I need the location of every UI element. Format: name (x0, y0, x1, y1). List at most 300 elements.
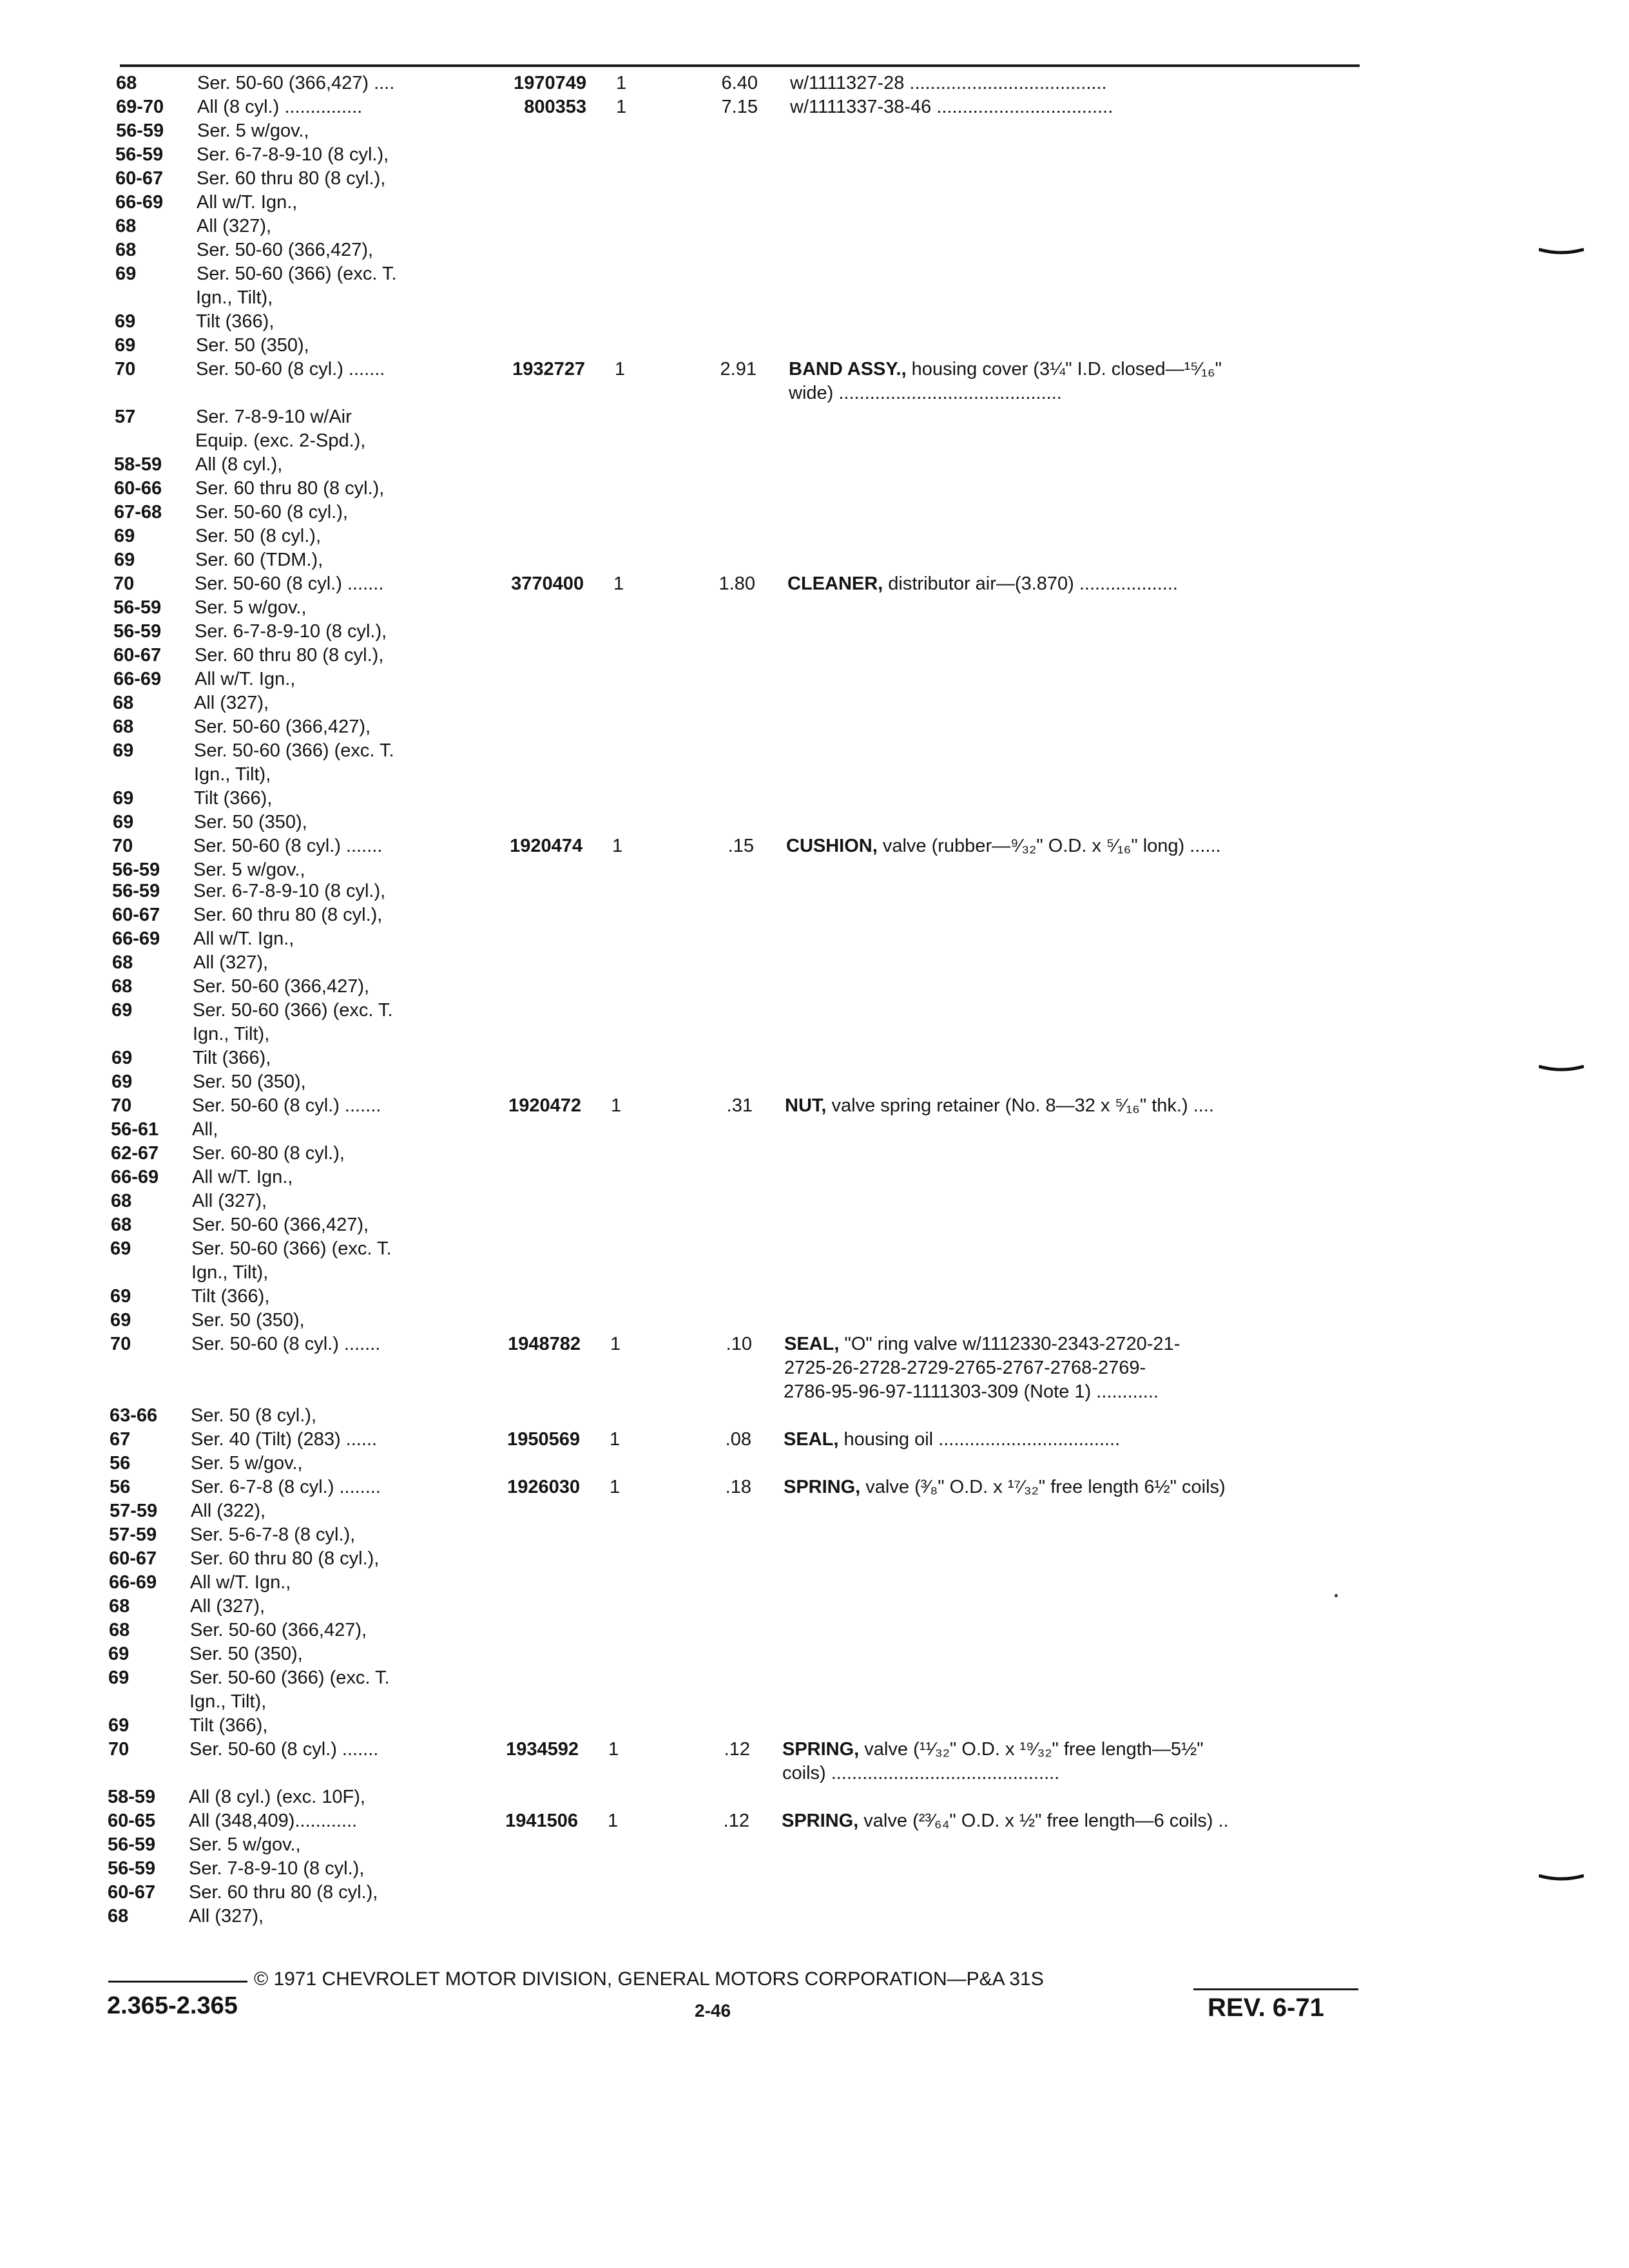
table-row (0, 1761, 1629, 1785)
description-text: "O" ring valve w/1112330-2343-2720-21- (839, 1334, 1181, 1354)
application-text: Ser. 60 thru 80 (8 cyl.), (195, 645, 384, 666)
application-text: All (327), (194, 693, 269, 713)
application-text: Ser. 60 thru 80 (8 cyl.), (190, 1548, 380, 1569)
application-text: Ser. 40 (Tilt) (283) ...... (191, 1429, 378, 1450)
list-price: .12 (723, 1811, 749, 1831)
list-price: 7.15 (721, 97, 758, 117)
model-year: 69 (108, 1667, 130, 1688)
application-text: Ser. 6-7-8-9-10 (8 cyl.), (195, 621, 387, 642)
model-year: 56-61 (111, 1119, 159, 1140)
part-number: 800353 (524, 97, 586, 117)
table-row (0, 1499, 1629, 1523)
table-row (0, 1523, 1629, 1547)
table-row (0, 357, 1629, 381)
table-row (0, 1594, 1629, 1619)
application-text: Ser. 6-7-8-9-10 (8 cyl.), (193, 881, 386, 901)
part-description (789, 357, 1356, 381)
quantity: 1 (616, 97, 627, 117)
part-number: 1970749 (514, 73, 586, 93)
part-description (782, 1761, 1349, 1785)
application-text: Ser. 6-7-8 (8 cyl.) ........ (191, 1477, 381, 1497)
application-text: All (327), (190, 1596, 265, 1617)
application-text: Ser. 50-60 (366,427), (194, 716, 371, 737)
table-row (0, 1093, 1629, 1118)
application-text: Ser. 50-60 (366) (exc. T. (193, 1000, 393, 1021)
table-row (0, 1689, 1629, 1714)
model-year: 62-67 (111, 1143, 159, 1164)
model-year: 70 (113, 573, 135, 594)
model-year: 66-69 (111, 1167, 159, 1187)
application-text: Ser. 50-60 (8 cyl.), (195, 502, 348, 523)
model-year: 56-59 (116, 120, 164, 141)
table-row (0, 95, 1629, 119)
model-year: 58-59 (114, 454, 162, 475)
list-price: 6.40 (721, 73, 758, 93)
footer-rule-left (108, 1981, 247, 1983)
application-text: Ign., Tilt), (196, 287, 273, 308)
part-description (785, 1093, 1352, 1118)
quantity: 1 (616, 73, 627, 93)
table-row (0, 974, 1629, 999)
application-text: Ser. 50-60 (8 cyl.) ....... (193, 836, 383, 856)
application-text: Ser. 50-60 (366) (exc. T. (189, 1667, 390, 1688)
application-text: Ser. 50 (8 cyl.), (195, 526, 322, 546)
application-text: Ser. 50-60 (366) (exc. T. (194, 740, 394, 761)
part-description (787, 572, 1354, 596)
application-text: Ser. 50-60 (366,427), (193, 976, 370, 997)
table-row (0, 691, 1629, 715)
description-text: housing oil ................................... (838, 1429, 1121, 1450)
table-row (0, 1070, 1629, 1094)
model-year: 69 (113, 812, 134, 832)
application-text: All (327), (192, 1191, 267, 1211)
description-text: 2786-95-96-97-1111303-309 (Note 1) ............ (784, 1381, 1159, 1402)
application-text: Ser. 50-60 (8 cyl.) ....... (196, 359, 385, 380)
model-year: 56-59 (108, 1834, 156, 1855)
model-year: 60-67 (115, 168, 164, 189)
application-text: Ser. 60 thru 80 (8 cyl.), (197, 168, 386, 189)
quantity: 1 (615, 359, 626, 380)
application-text: Ign., Tilt), (189, 1691, 267, 1712)
table-row (0, 1546, 1629, 1571)
model-year: 69 (113, 740, 134, 761)
application-text: Ser. 50-60 (8 cyl.) ....... (195, 573, 384, 594)
page-number: 2-46 (695, 2001, 731, 2021)
part-number: 1941506 (505, 1811, 578, 1831)
application-text: Ser. 60 (TDM.), (195, 550, 323, 570)
table-row (0, 1403, 1629, 1428)
table-row (0, 1737, 1629, 1762)
part-name: CLEANER, (787, 573, 883, 594)
part-name: CUSHION, (786, 836, 878, 856)
application-text: Ser. 5 w/gov., (193, 860, 305, 880)
description-text: valve (rubber—⁹⁄₃₂" O.D. x ⁵⁄₁₆" long) ...... (877, 836, 1221, 856)
description-text: distributor air—(3.870) ................... (883, 573, 1178, 594)
model-year: 56 (110, 1477, 131, 1497)
model-year: 67 (110, 1429, 131, 1450)
revision-label: REV. 6-71 (1208, 1994, 1324, 2022)
list-price: .08 (725, 1429, 751, 1450)
table-row (0, 1666, 1629, 1690)
application-text: Ser. 6-7-8-9-10 (8 cyl.), (197, 144, 389, 165)
model-year: 68 (109, 1596, 130, 1617)
table-row (0, 1236, 1629, 1261)
model-year: 57-59 (109, 1524, 157, 1545)
list-price: 1.80 (718, 573, 755, 594)
application-text: Ser. 50-60 (8 cyl.) ....... (189, 1739, 379, 1760)
description-text: valve (³⁄₈" O.D. x ¹⁷⁄₃₂" free length 6½" coils) (860, 1477, 1226, 1497)
part-description (786, 834, 1353, 858)
part-name: SPRING, (782, 1811, 859, 1831)
model-year: 69 (108, 1715, 130, 1736)
quantity: 1 (608, 1811, 619, 1831)
model-year: 57 (115, 407, 136, 427)
model-year: 56-59 (115, 144, 164, 165)
table-row (0, 524, 1629, 548)
table-row (0, 1785, 1629, 1809)
model-year: 69 (114, 526, 135, 546)
part-description (782, 1809, 1349, 1833)
application-text: Ser. 60-80 (8 cyl.), (192, 1143, 345, 1164)
table-row (0, 1832, 1629, 1857)
application-text: Ser. 50 (8 cyl.), (191, 1405, 317, 1426)
table-row (0, 1332, 1629, 1356)
part-name: SPRING, (782, 1739, 860, 1760)
quantity: 1 (610, 1429, 621, 1450)
application-text: Ser. 5 w/gov., (189, 1834, 301, 1855)
table-row (0, 810, 1629, 834)
quantity: 1 (612, 836, 623, 856)
description-text: 2725-26-2728-2729-2765-2767-2768-2769- (784, 1358, 1146, 1378)
table-row (0, 548, 1629, 572)
application-text: Tilt (366), (194, 788, 273, 809)
application-text: Tilt (366), (196, 311, 275, 332)
quantity: 1 (610, 1334, 621, 1354)
list-price: .15 (728, 836, 754, 856)
table-row (0, 595, 1629, 620)
application-text: All (327), (197, 216, 272, 236)
application-text: Ser. 50 (350), (189, 1644, 303, 1664)
application-text: Ser. 5 w/gov., (195, 597, 307, 618)
application-text: Ser. 50 (350), (194, 812, 307, 832)
part-description (790, 71, 1357, 95)
table-row (0, 452, 1629, 477)
application-text: Ser. 50 (350), (193, 1072, 306, 1092)
model-year: 68 (112, 952, 133, 973)
quantity: 1 (608, 1739, 619, 1760)
part-name: SEAL, (784, 1334, 840, 1354)
description-text: coils) ............................................ (782, 1763, 1060, 1783)
application-text: Ser. 50 (350), (191, 1310, 305, 1331)
application-text: Ser. 50-60 (366,427) .... (197, 73, 395, 93)
model-year: 56-59 (113, 597, 162, 618)
model-year: 56-59 (113, 621, 162, 642)
list-price: .10 (726, 1334, 752, 1354)
table-row (0, 1713, 1629, 1738)
part-number: 1932727 (512, 359, 585, 380)
table-row (0, 1284, 1629, 1309)
list-price: .18 (725, 1477, 751, 1497)
model-year: 69 (110, 1310, 131, 1331)
model-year: 70 (111, 1095, 132, 1116)
table-row (0, 1022, 1629, 1046)
description-text: w/1111327-28 ...................................... (790, 73, 1107, 93)
table-row (0, 166, 1629, 191)
model-year: 69 (115, 264, 137, 284)
table-row (0, 715, 1629, 739)
part-number: 1950569 (507, 1429, 580, 1450)
part-number: 3770400 (511, 573, 584, 594)
application-text: All w/T. Ign., (197, 192, 298, 213)
model-year: 66-69 (115, 192, 164, 213)
application-text: All w/T. Ign., (193, 928, 294, 949)
table-row (0, 619, 1629, 644)
part-number: 1948782 (508, 1334, 581, 1354)
part-number: 1920472 (508, 1095, 581, 1116)
table-row (0, 1046, 1629, 1070)
model-year: 68 (108, 1906, 129, 1927)
model-year: 68 (115, 240, 137, 260)
application-text: Ser. 60 thru 80 (8 cyl.), (195, 478, 385, 499)
application-text: Ser. 50 (350), (196, 335, 309, 356)
application-text: All w/T. Ign., (190, 1572, 291, 1593)
application-text: All (8 cyl.), (195, 454, 283, 475)
table-row (0, 879, 1629, 903)
model-year: 56 (110, 1453, 131, 1474)
model-year: 69 (111, 1048, 133, 1068)
model-year: 70 (112, 836, 133, 856)
table-row (0, 142, 1629, 167)
application-text: All w/T. Ign., (192, 1167, 293, 1187)
model-year: 60-67 (112, 905, 160, 925)
application-text: Ser. 7-8-9-10 w/Air (196, 407, 352, 427)
part-description (784, 1427, 1351, 1452)
application-text: Ser. 50-60 (8 cyl.) ....... (192, 1095, 381, 1116)
model-year: 60-67 (113, 645, 162, 666)
application-text: Tilt (366), (191, 1286, 270, 1307)
part-name: NUT, (785, 1095, 827, 1116)
description-text: valve spring retainer (No. 8—32 x ⁵⁄₁₆" thk.) .... (826, 1095, 1214, 1116)
part-description (784, 1356, 1351, 1380)
model-year: 69 (111, 1000, 133, 1021)
model-year: 70 (110, 1334, 131, 1354)
description-text: valve (²³⁄₆₄" O.D. x ½" free length—6 coils) .. (858, 1811, 1229, 1831)
table-row (0, 667, 1629, 691)
model-year: 70 (108, 1739, 130, 1760)
quantity: 1 (610, 1477, 621, 1497)
table-row (0, 71, 1629, 95)
application-text: All (327), (193, 952, 269, 973)
application-text: Ser. 5 w/gov., (197, 120, 309, 141)
table-row (0, 903, 1629, 927)
table-row (0, 238, 1629, 262)
application-text: Ser. 50-60 (8 cyl.) ....... (191, 1334, 381, 1354)
model-year: 56-59 (112, 860, 160, 880)
part-description (789, 381, 1356, 405)
table-row (0, 1451, 1629, 1475)
table-row (0, 1904, 1629, 1928)
model-year: 69 (111, 1072, 133, 1092)
part-description (784, 1475, 1351, 1499)
model-year: 67-68 (114, 502, 162, 523)
group-code: 2.365-2.365 (107, 1992, 238, 2019)
model-year: 56-59 (112, 881, 160, 901)
scan-speck (1335, 1594, 1338, 1597)
application-text: Ser. 50-60 (366,427), (192, 1215, 369, 1235)
model-year: 60-67 (109, 1548, 157, 1569)
table-row (0, 309, 1629, 334)
quantity: 1 (613, 573, 624, 594)
table-row (0, 1880, 1629, 1905)
model-year: 66-69 (113, 669, 162, 689)
description-text: w/1111337-38-46 .................................. (790, 97, 1113, 117)
table-row (0, 285, 1629, 310)
quantity: 1 (611, 1095, 622, 1116)
model-year: 69 (110, 1286, 131, 1307)
table-row (0, 950, 1629, 975)
table-row (0, 119, 1629, 143)
part-name: SPRING, (784, 1477, 861, 1497)
table-row (0, 1379, 1629, 1404)
table-row (0, 1117, 1629, 1142)
description-text: housing cover (3¼" I.D. closed—¹⁵⁄₁₆" (906, 359, 1222, 380)
list-price: .12 (724, 1739, 750, 1760)
table-row (0, 1427, 1629, 1452)
model-year: 69 (113, 788, 134, 809)
table-row (0, 262, 1629, 286)
table-row (0, 1189, 1629, 1213)
model-year: 69-70 (116, 97, 164, 117)
model-year: 69 (110, 1238, 131, 1259)
table-row (0, 1165, 1629, 1189)
table-row (0, 405, 1629, 429)
scan-mark-1 (1539, 248, 1584, 255)
part-name: SEAL, (784, 1429, 839, 1450)
table-row (0, 1213, 1629, 1237)
table-row (0, 1642, 1629, 1666)
application-text: Tilt (366), (189, 1715, 268, 1736)
model-year: 68 (109, 1620, 130, 1640)
model-year: 69 (115, 311, 136, 332)
part-description (784, 1379, 1351, 1404)
description-text: wide) ........................................... (789, 383, 1062, 403)
application-text: Ser. 5-6-7-8 (8 cyl.), (190, 1524, 356, 1545)
model-year: 69 (108, 1644, 130, 1664)
model-year: 63-66 (110, 1405, 158, 1426)
application-text: All w/T. Ign., (195, 669, 296, 689)
application-text: Ser. 50-60 (366,427), (197, 240, 374, 260)
table-row (0, 738, 1629, 763)
table-row (0, 927, 1629, 951)
application-text: Ser. 60 thru 80 (8 cyl.), (193, 905, 383, 925)
table-row (0, 1308, 1629, 1332)
table-row (0, 1260, 1629, 1285)
application-text: Ser. 7-8-9-10 (8 cyl.), (189, 1858, 365, 1879)
application-text: Ser. 5 w/gov., (191, 1453, 303, 1474)
scan-mark-2 (1539, 1065, 1584, 1072)
table-row (0, 1475, 1629, 1499)
application-text: Ser. 50-60 (366) (exc. T. (191, 1238, 392, 1259)
model-year: 66-69 (109, 1572, 157, 1593)
model-year: 66-69 (112, 928, 160, 949)
application-text: All (8 cyl.) ............... (197, 97, 363, 117)
application-text: All (327), (189, 1906, 264, 1927)
table-row (0, 428, 1629, 453)
footer-copyright: © 1971 CHEVROLET MOTOR DIVISION, GENERAL MOTORS CORPORATION—P&A 31S (254, 1968, 1044, 1990)
table-row (0, 1570, 1629, 1595)
table-row (0, 333, 1629, 358)
model-year: 58-59 (108, 1787, 156, 1807)
table-row (0, 1618, 1629, 1642)
model-year: 56-59 (108, 1858, 156, 1879)
model-year: 68 (111, 1191, 132, 1211)
table-row (0, 1141, 1629, 1166)
table-row (0, 762, 1629, 787)
model-year: 68 (111, 1215, 132, 1235)
part-description (790, 95, 1357, 119)
table-row (0, 1809, 1629, 1833)
part-number: 1934592 (506, 1739, 579, 1760)
application-text: Ign., Tilt), (191, 1262, 269, 1283)
application-text: Ign., Tilt), (194, 764, 271, 785)
part-name: BAND ASSY., (789, 359, 907, 380)
table-row (0, 786, 1629, 811)
table-row (0, 500, 1629, 524)
application-text: All (348,409)............ (189, 1811, 358, 1831)
application-text: Ser. 60 thru 80 (8 cyl.), (189, 1882, 378, 1903)
table-row (0, 998, 1629, 1023)
table-row (0, 214, 1629, 238)
model-year: 68 (113, 716, 134, 737)
table-row (0, 190, 1629, 215)
part-number: 1920474 (510, 836, 583, 856)
model-year: 70 (115, 359, 136, 380)
table-row (0, 1356, 1629, 1380)
table-row (0, 643, 1629, 668)
model-year: 69 (115, 335, 136, 356)
model-year: 60-65 (108, 1811, 156, 1831)
part-number: 1926030 (507, 1477, 580, 1497)
list-price: .31 (726, 1095, 753, 1116)
part-description (782, 1737, 1349, 1762)
application-text: All (322), (191, 1501, 266, 1521)
scan-mark-3 (1539, 1874, 1584, 1881)
table-row (0, 476, 1629, 501)
model-year: 69 (114, 550, 135, 570)
application-text: All, (192, 1119, 218, 1140)
model-year: 68 (115, 216, 137, 236)
model-year: 60-66 (114, 478, 162, 499)
model-year: 57-59 (110, 1501, 158, 1521)
application-text: All (8 cyl.) (exc. 10F), (189, 1787, 365, 1807)
application-text: Ign., Tilt), (193, 1024, 270, 1044)
model-year: 68 (113, 693, 134, 713)
model-year: 68 (116, 73, 137, 93)
application-text: Tilt (366), (193, 1048, 271, 1068)
table-row (0, 381, 1629, 405)
part-description (784, 1332, 1351, 1356)
application-text: Ser. 50-60 (366) (exc. T. (197, 264, 397, 284)
top-rule (120, 64, 1360, 67)
footer-rule-right (1193, 1988, 1358, 1990)
application-text: Ser. 50-60 (366,427), (190, 1620, 367, 1640)
table-row (0, 572, 1629, 596)
table-row (0, 1856, 1629, 1881)
application-text: Equip. (exc. 2-Spd.), (195, 430, 366, 451)
list-price: 2.91 (720, 359, 757, 380)
table-row (0, 834, 1629, 858)
model-year: 60-67 (108, 1882, 156, 1903)
